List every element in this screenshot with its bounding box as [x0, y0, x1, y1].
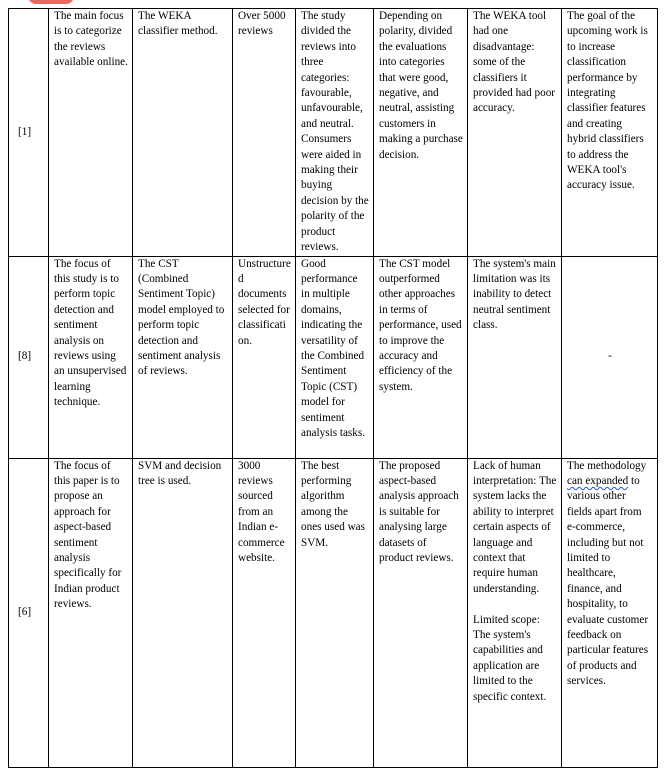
limitation-cell: Lack of human interpretation: The system lacks the ability to interpret certain aspects of language and context that require human understanding. Limited scope: The system's capabilities and application are limited to the specific context. — [468, 458, 562, 767]
future-work-text: The methodology — [567, 459, 647, 472]
method-cell: SVM and decision tree is used. — [133, 458, 233, 767]
limitation-cell: The WEKA tool had one disadvantage: some of the classifiers it provided had poor accuracy. — [468, 9, 562, 257]
dataset-cell: 3000 reviews sourced from an Indian e-commerce website. — [233, 458, 296, 767]
dataset-cell: Unstructured documents selected for classification. — [233, 256, 296, 458]
literature-review-table — [8, 8, 658, 768]
future-work-cell: - — [562, 256, 658, 458]
future-work-cell: The goal of the upcoming work is to increase classification performance by integrating classifier features and creating hybrid classifiers to address the WEKA tool's accuracy issue. — [562, 9, 658, 257]
focus-cell: The focus of this paper is to propose an approach for aspect-based sentiment analysis specifically for Indian product reviews. — [49, 458, 133, 767]
reference-cell: [8] — [9, 256, 49, 458]
future-work-cell — [562, 458, 658, 767]
method-cell: The WEKA classifier method. — [133, 9, 233, 257]
reference-cell: [6] — [9, 458, 49, 767]
result-cell: Good performance in multiple domains, indicating the versatility of the Combined Sentiment Topic (CST) model for sentiment analysis tasks. — [296, 256, 374, 458]
dataset-cell: Over 5000 reviews — [233, 9, 296, 257]
table-row — [9, 458, 658, 767]
spellcheck-flagged-text: can expanded — [567, 474, 629, 487]
advantage-cell: The CST model outperformed other approaches in terms of performance, used to improve the accuracy and efficiency of the system. — [374, 256, 468, 458]
focus-cell: The main focus is to categorize the reviews available online. — [49, 9, 133, 257]
reference-cell: [1] — [9, 9, 49, 257]
advantage-cell: Depending on polarity, divided the evaluations into categories that were good, negative, and neutral, assisting customers in making a purchase decision. — [374, 9, 468, 257]
table-row — [9, 256, 658, 458]
advantage-cell: The proposed aspect-based analysis approach is suitable for analysing large datasets of product reviews. — [374, 458, 468, 767]
limitation-cell: The system's main limitation was its inability to detect neutral sentiment class. — [468, 256, 562, 458]
method-cell: The CST (Combined Sentiment Topic) model employed to perform topic detection and sentiment analysis of reviews. — [133, 256, 233, 458]
focus-cell: The focus of this study is to perform topic detection and sentiment analysis on reviews using an unsupervised learning technique. — [49, 256, 133, 458]
table-row — [9, 9, 658, 257]
result-cell: The best performing algorithm among the ones used was SVM. — [296, 458, 374, 767]
future-work-text: to various other fields apart from e-commerce, including but not limited to healthcare, finance, and hospitality, to evaluate customer feedback on particular features of products and services. — [567, 474, 649, 688]
result-cell: The study divided the reviews into three categories: favourable, unfavourable, and neutral. Consumers were aided in making their buying decision by the polarity of the product reviews. — [296, 9, 374, 257]
red-annotation-mark — [28, 0, 74, 4]
